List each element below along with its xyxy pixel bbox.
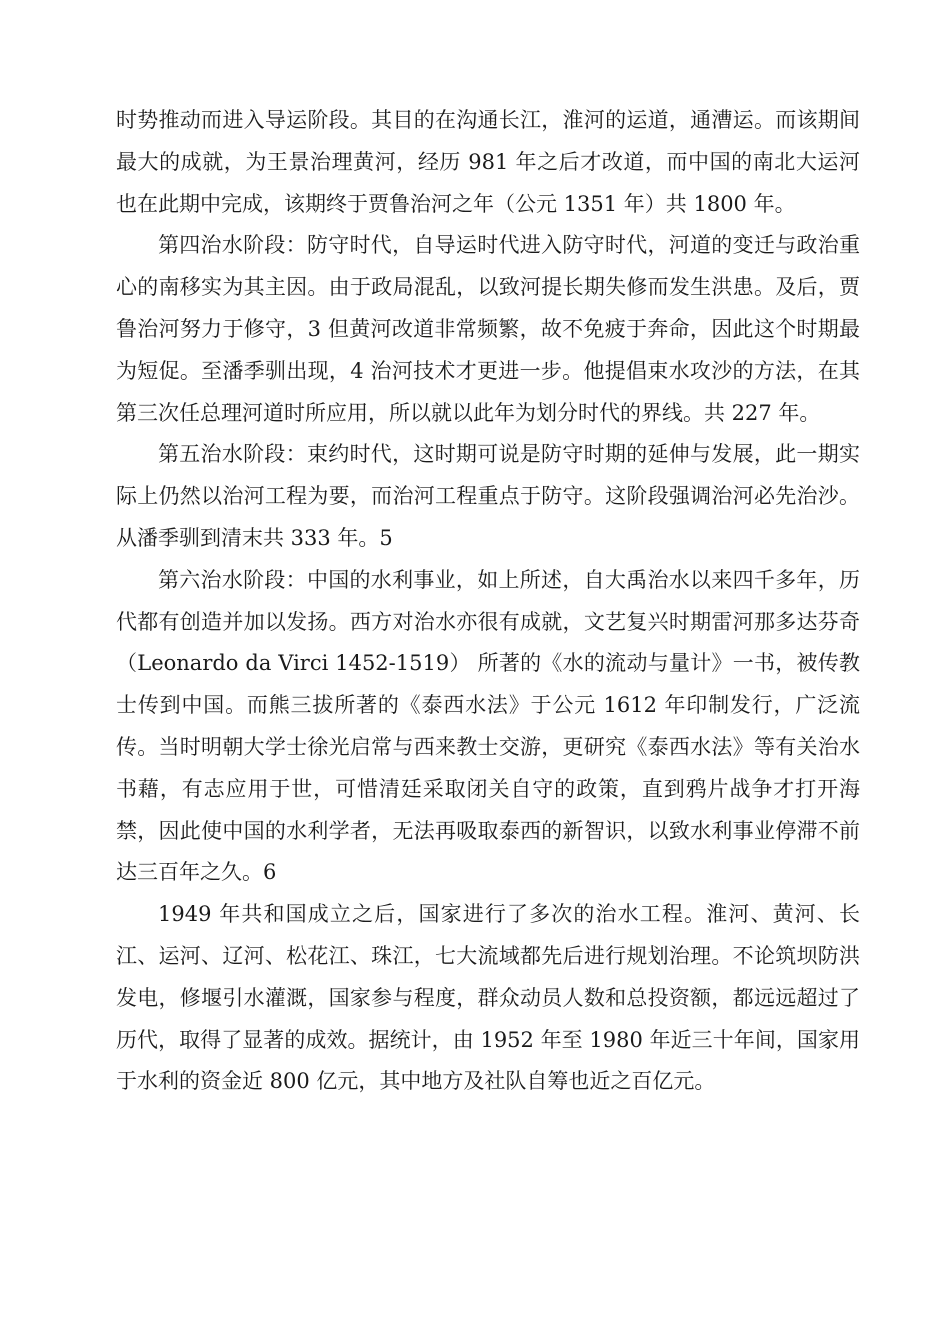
paragraph-stage-six: 第六治水阶段：中国的水利事业，如上所述，自大禹治水以来四千多年，历代都有创造并加以发扬。西方对治水亦很有成就，文艺复兴时期雷河那多达芬奇 （Leonardo da Virci 1452-1519） 所著的《水的流动与量计》一书，被传教士传到中国。而熊三拔所著的《泰西水法》于公元 1612 年印制发行，广泛流传。当时明朝大学士徐光启常与西来教士交游，更研究《泰西水法》等有关治水书藉，有志应用于世，可惜清廷采取闭关自守的政策，直到鸦片战争才打开海禁，因此使中国的水利学者，无法再吸取泰西的新智识，以致水利事业停滞不前达三百年之久。6 — [116, 567, 860, 885]
paragraph-continuation: 时势推动而进入导运阶段。其目的在沟通长江，淮河的运道，通漕运。而该期间最大的成就，为王景治理黄河，经历 981 年之后才改道，而中国的南北大运河也在此期中完成，该期终于贾鲁治河之年（公元 1351 年）共 1800 年。 — [116, 108, 860, 216]
paragraph-stage-four: 第四治水阶段：防守时代，自导运时代进入防守时代，河道的变迁与政治重心的南移实为其主因。由于政局混乱，以致河提长期失修而发生洪患。及后，贾鲁治河努力于修守，3 但黄河改道非常频繁，故不免疲于奔命，因此这个时期最为短促。至潘季驯出现，4 治河技术才更进一步。他提倡束水攻沙的方法，在其第三次任总理河道时所应用，所以就以此年为划分时代的界线。共 227 年。 — [116, 233, 860, 425]
paragraph-stage-five: 第五治水阶段：束约时代，这时期可说是防守时期的延伸与发展，此一期实际上仍然以治河工程为要，而治河工程重点于防守。这阶段强调治河必先治沙。从潘季驯到清末共 333 年。5 — [116, 442, 860, 550]
document-body — [116, 100, 860, 1103]
paragraph-since-1949: 1949 年共和国成立之后，国家进行了多次的治水工程。淮河、黄河、长江、运河、辽河、松花江、珠江，七大流域都先后进行规划治理。不论筑坝防洪发电，修堰引水灌溉，国家参与程度，群众动员人数和总投资额，都远远超过了历代，取得了显著的成效。据统计，由 1952 年至 1980 年近三十年间，国家用于水利的资金近 800 亿元，其中地方及社队自筹也近之百亿元。 — [116, 902, 860, 1094]
